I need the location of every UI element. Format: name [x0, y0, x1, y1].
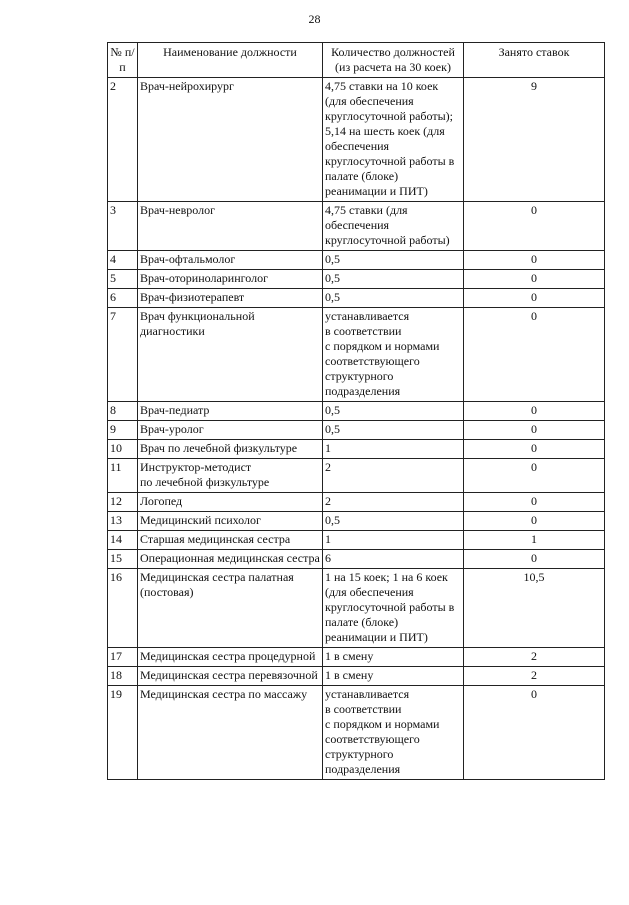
- staffing-table: [107, 42, 605, 780]
- cell-pos: Врач-нейрохирург: [138, 78, 323, 202]
- cell-cnt: 0,5: [323, 402, 464, 421]
- cell-num: 3: [108, 202, 138, 251]
- cell-num: 6: [108, 289, 138, 308]
- header-num: № п/п: [108, 43, 138, 78]
- cell-occ: 0: [464, 270, 605, 289]
- cell-occ: 0: [464, 308, 605, 402]
- cell-cnt: 4,75 ставки на 10 коек (для обеспечения круглосуточной работы); 5,14 на шесть коек (для обеспечения круглосуточной работы в палате (блоке) реанимации и ПИТ): [323, 78, 464, 202]
- cell-occ: 9: [464, 78, 605, 202]
- cell-occ: 2: [464, 667, 605, 686]
- cell-cnt: 6: [323, 550, 464, 569]
- cell-occ: 0: [464, 440, 605, 459]
- cell-occ: 0: [464, 493, 605, 512]
- cell-pos: Врач-физиотерапевт: [138, 289, 323, 308]
- cell-num: 10: [108, 440, 138, 459]
- cell-pos: Врач-невролог: [138, 202, 323, 251]
- cell-cnt: 2: [323, 459, 464, 493]
- cell-occ: 0: [464, 402, 605, 421]
- table-row: [108, 440, 605, 459]
- cell-occ: 2: [464, 648, 605, 667]
- table-row: [108, 202, 605, 251]
- table-body: [108, 78, 605, 780]
- cell-cnt: 1 на 15 коек; 1 на 6 коек (для обеспечения круглосуточной работы в палате (блоке) реанимации и ПИТ): [323, 569, 464, 648]
- table-row: [108, 251, 605, 270]
- cell-occ: 0: [464, 686, 605, 780]
- cell-pos: Медицинская сестра палатная (постовая): [138, 569, 323, 648]
- cell-num: 13: [108, 512, 138, 531]
- table-row: [108, 531, 605, 550]
- table-row: [108, 550, 605, 569]
- page-number: 28: [308, 12, 321, 26]
- cell-cnt: 0,5: [323, 421, 464, 440]
- cell-occ: 0: [464, 459, 605, 493]
- cell-num: 19: [108, 686, 138, 780]
- table-row: [108, 569, 605, 648]
- table-row: [108, 270, 605, 289]
- cell-pos: Медицинская сестра процедурной: [138, 648, 323, 667]
- cell-cnt: 1 в смену: [323, 667, 464, 686]
- cell-occ: 0: [464, 512, 605, 531]
- cell-cnt: устанавливается в соответствии с порядком и нормами соответствующего структурного подразделения: [323, 686, 464, 780]
- cell-pos: Старшая медицинская сестра: [138, 531, 323, 550]
- cell-cnt: 0,5: [323, 289, 464, 308]
- cell-cnt: 0,5: [323, 270, 464, 289]
- table-row: [108, 686, 605, 780]
- cell-pos: Инструктор-методист по лечебной физкультуре: [138, 459, 323, 493]
- cell-cnt: 0,5: [323, 251, 464, 270]
- table-row: [108, 667, 605, 686]
- cell-num: 2: [108, 78, 138, 202]
- cell-cnt: 2: [323, 493, 464, 512]
- table-row: [108, 459, 605, 493]
- cell-occ: 10,5: [464, 569, 605, 648]
- cell-num: 17: [108, 648, 138, 667]
- cell-pos: Операционная медицинская сестра: [138, 550, 323, 569]
- cell-cnt: 0,5: [323, 512, 464, 531]
- cell-pos: Врач-уролог: [138, 421, 323, 440]
- cell-num: 7: [108, 308, 138, 402]
- cell-num: 16: [108, 569, 138, 648]
- cell-num: 14: [108, 531, 138, 550]
- cell-pos: Медицинский психолог: [138, 512, 323, 531]
- cell-pos: Врач-офтальмолог: [138, 251, 323, 270]
- cell-cnt: 4,75 ставки (для обеспечения круглосуточной работы): [323, 202, 464, 251]
- table-row: [108, 493, 605, 512]
- table-row: [108, 289, 605, 308]
- cell-num: 9: [108, 421, 138, 440]
- header-occupied: Занято ставок: [464, 43, 605, 78]
- cell-occ: 0: [464, 202, 605, 251]
- cell-occ: 1: [464, 531, 605, 550]
- table-row: [108, 402, 605, 421]
- cell-occ: 0: [464, 251, 605, 270]
- cell-occ: 0: [464, 289, 605, 308]
- cell-num: 15: [108, 550, 138, 569]
- cell-pos: Врач функциональной диагностики: [138, 308, 323, 402]
- cell-cnt: устанавливается в соответствии с порядком и нормами соответствующего структурного подразделения: [323, 308, 464, 402]
- cell-pos: Врач-оториноларинголог: [138, 270, 323, 289]
- cell-cnt: 1: [323, 440, 464, 459]
- table-row: [108, 648, 605, 667]
- table-row: [108, 78, 605, 202]
- cell-pos: Логопед: [138, 493, 323, 512]
- cell-num: 4: [108, 251, 138, 270]
- table-row: [108, 512, 605, 531]
- header-position: Наименование должности: [138, 43, 323, 78]
- cell-num: 5: [108, 270, 138, 289]
- cell-num: 8: [108, 402, 138, 421]
- cell-occ: 0: [464, 421, 605, 440]
- cell-pos: Медицинская сестра по массажу: [138, 686, 323, 780]
- cell-pos: Медицинская сестра перевязочной: [138, 667, 323, 686]
- cell-num: 12: [108, 493, 138, 512]
- table-header-row: [108, 43, 605, 78]
- cell-pos: Врач по лечебной физкультуре: [138, 440, 323, 459]
- table-row: [108, 421, 605, 440]
- cell-cnt: 1 в смену: [323, 648, 464, 667]
- cell-pos: Врач-педиатр: [138, 402, 323, 421]
- cell-num: 11: [108, 459, 138, 493]
- header-count: Количество должностей (из расчета на 30 коек): [323, 43, 464, 78]
- table-row: [108, 308, 605, 402]
- cell-num: 18: [108, 667, 138, 686]
- cell-cnt: 1: [323, 531, 464, 550]
- cell-occ: 0: [464, 550, 605, 569]
